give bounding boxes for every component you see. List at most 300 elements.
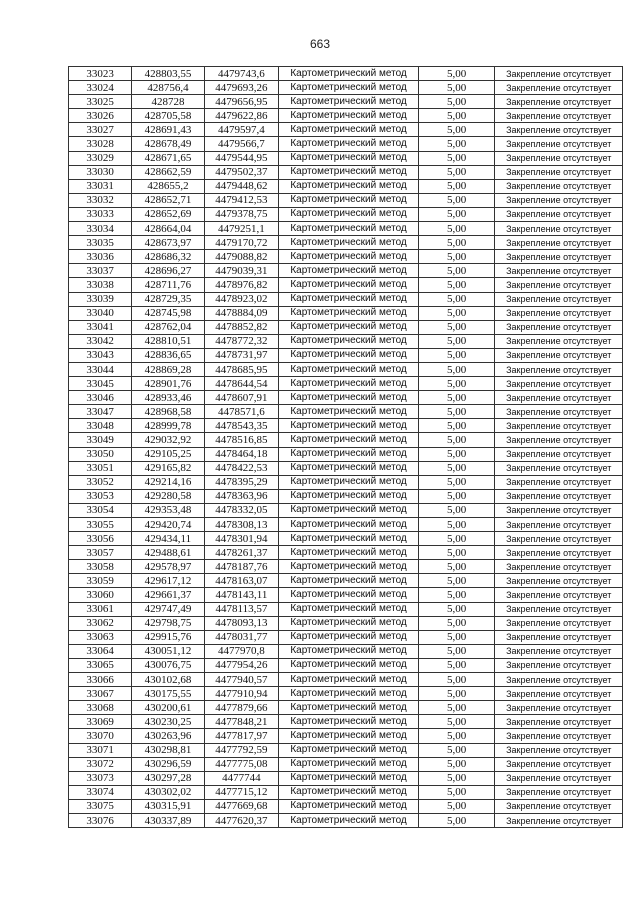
method-cell: Картометрический метод xyxy=(279,109,419,123)
table-row xyxy=(69,151,623,165)
table-row xyxy=(69,391,623,405)
table-row xyxy=(69,785,623,799)
y-coordinate-cell: 4478571,6 xyxy=(204,405,278,419)
precision-cell: 5,00 xyxy=(418,658,495,672)
point-number-cell: 33037 xyxy=(69,264,132,278)
point-number-cell: 33073 xyxy=(69,771,132,785)
x-coordinate-cell: 430230,25 xyxy=(132,715,204,729)
method-cell: Картометрический метод xyxy=(279,222,419,236)
point-number-cell: 33070 xyxy=(69,729,132,743)
method-cell: Картометрический метод xyxy=(279,123,419,137)
table-row xyxy=(69,362,623,376)
table-row xyxy=(69,419,623,433)
method-cell: Картометрический метод xyxy=(279,461,419,475)
fixing-cell: Закрепление отсутствует xyxy=(495,546,623,560)
y-coordinate-cell: 4478685,95 xyxy=(204,362,278,376)
precision-cell: 5,00 xyxy=(418,475,495,489)
precision-cell: 5,00 xyxy=(418,67,495,81)
point-number-cell: 33067 xyxy=(69,687,132,701)
point-number-cell: 33076 xyxy=(69,813,132,827)
method-cell: Картометрический метод xyxy=(279,250,419,264)
x-coordinate-cell: 429578,97 xyxy=(132,560,204,574)
y-coordinate-cell: 4478308,13 xyxy=(204,518,278,532)
method-cell: Картометрический метод xyxy=(279,236,419,250)
y-coordinate-cell: 4478923,02 xyxy=(204,292,278,306)
method-cell: Картометрический метод xyxy=(279,771,419,785)
x-coordinate-cell: 428696,27 xyxy=(132,264,204,278)
fixing-cell: Закрепление отсутствует xyxy=(495,588,623,602)
precision-cell: 5,00 xyxy=(418,701,495,715)
x-coordinate-cell: 428691,43 xyxy=(132,123,204,137)
method-cell: Картометрический метод xyxy=(279,785,419,799)
precision-cell: 5,00 xyxy=(418,673,495,687)
precision-cell: 5,00 xyxy=(418,644,495,658)
fixing-cell: Закрепление отсутствует xyxy=(495,419,623,433)
x-coordinate-cell: 428678,49 xyxy=(132,137,204,151)
point-number-cell: 33064 xyxy=(69,644,132,658)
fixing-cell: Закрепление отсутствует xyxy=(495,743,623,757)
precision-cell: 5,00 xyxy=(418,503,495,517)
y-coordinate-cell: 4478731,97 xyxy=(204,348,278,362)
x-coordinate-cell: 428999,78 xyxy=(132,419,204,433)
point-number-cell: 33075 xyxy=(69,799,132,813)
y-coordinate-cell: 4478976,82 xyxy=(204,278,278,292)
point-number-cell: 33063 xyxy=(69,630,132,644)
point-number-cell: 33032 xyxy=(69,193,132,207)
table-row xyxy=(69,236,623,250)
point-number-cell: 33047 xyxy=(69,405,132,419)
table-row xyxy=(69,602,623,616)
precision-cell: 5,00 xyxy=(418,348,495,362)
y-coordinate-cell: 4478113,57 xyxy=(204,602,278,616)
x-coordinate-cell: 430297,28 xyxy=(132,771,204,785)
x-coordinate-cell: 429105,25 xyxy=(132,447,204,461)
method-cell: Картометрический метод xyxy=(279,644,419,658)
fixing-cell: Закрепление отсутствует xyxy=(495,165,623,179)
y-coordinate-cell: 4478772,32 xyxy=(204,334,278,348)
y-coordinate-cell: 4479378,75 xyxy=(204,207,278,221)
table-row xyxy=(69,123,623,137)
x-coordinate-cell: 428662,59 xyxy=(132,165,204,179)
point-number-cell: 33061 xyxy=(69,602,132,616)
point-number-cell: 33066 xyxy=(69,673,132,687)
fixing-cell: Закрепление отсутствует xyxy=(495,193,623,207)
method-cell: Картометрический метод xyxy=(279,475,419,489)
precision-cell: 5,00 xyxy=(418,250,495,264)
table-row xyxy=(69,532,623,546)
x-coordinate-cell: 428803,55 xyxy=(132,67,204,81)
point-number-cell: 33039 xyxy=(69,292,132,306)
method-cell: Картометрический метод xyxy=(279,334,419,348)
precision-cell: 5,00 xyxy=(418,123,495,137)
method-cell: Картометрический метод xyxy=(279,503,419,517)
table-row xyxy=(69,658,623,672)
fixing-cell: Закрепление отсутствует xyxy=(495,715,623,729)
y-coordinate-cell: 4478395,29 xyxy=(204,475,278,489)
precision-cell: 5,00 xyxy=(418,95,495,109)
point-number-cell: 33034 xyxy=(69,222,132,236)
point-number-cell: 33060 xyxy=(69,588,132,602)
x-coordinate-cell: 428652,71 xyxy=(132,193,204,207)
fixing-cell: Закрепление отсутствует xyxy=(495,630,623,644)
fixing-cell: Закрепление отсутствует xyxy=(495,813,623,827)
y-coordinate-cell: 4479656,95 xyxy=(204,95,278,109)
fixing-cell: Закрепление отсутствует xyxy=(495,673,623,687)
point-number-cell: 33057 xyxy=(69,546,132,560)
y-coordinate-cell: 4478261,37 xyxy=(204,546,278,560)
fixing-cell: Закрепление отсутствует xyxy=(495,95,623,109)
fixing-cell: Закрепление отсутствует xyxy=(495,362,623,376)
table-row xyxy=(69,673,623,687)
fixing-cell: Закрепление отсутствует xyxy=(495,799,623,813)
point-number-cell: 33027 xyxy=(69,123,132,137)
y-coordinate-cell: 4479743,6 xyxy=(204,67,278,81)
y-coordinate-cell: 4477792,59 xyxy=(204,743,278,757)
x-coordinate-cell: 428869,28 xyxy=(132,362,204,376)
table-row xyxy=(69,137,623,151)
point-number-cell: 33038 xyxy=(69,278,132,292)
precision-cell: 5,00 xyxy=(418,278,495,292)
method-cell: Картометрический метод xyxy=(279,207,419,221)
y-coordinate-cell: 4478852,82 xyxy=(204,320,278,334)
method-cell: Картометрический метод xyxy=(279,405,419,419)
table-row xyxy=(69,475,623,489)
method-cell: Картометрический метод xyxy=(279,729,419,743)
point-number-cell: 33055 xyxy=(69,518,132,532)
point-number-cell: 33026 xyxy=(69,109,132,123)
precision-cell: 5,00 xyxy=(418,799,495,813)
table-row xyxy=(69,207,623,221)
fixing-cell: Закрепление отсутствует xyxy=(495,729,623,743)
table-row xyxy=(69,757,623,771)
y-coordinate-cell: 4478301,94 xyxy=(204,532,278,546)
y-coordinate-cell: 4478464,18 xyxy=(204,447,278,461)
point-number-cell: 33024 xyxy=(69,81,132,95)
y-coordinate-cell: 4479622,86 xyxy=(204,109,278,123)
y-coordinate-cell: 4477940,57 xyxy=(204,673,278,687)
table-row xyxy=(69,616,623,630)
table-row xyxy=(69,334,623,348)
x-coordinate-cell: 428664,04 xyxy=(132,222,204,236)
point-number-cell: 33053 xyxy=(69,489,132,503)
x-coordinate-cell: 428933,46 xyxy=(132,391,204,405)
fixing-cell: Закрепление отсутствует xyxy=(495,306,623,320)
fixing-cell: Закрепление отсутствует xyxy=(495,461,623,475)
coordinates-table xyxy=(68,66,623,828)
fixing-cell: Закрепление отсутствует xyxy=(495,771,623,785)
precision-cell: 5,00 xyxy=(418,137,495,151)
precision-cell: 5,00 xyxy=(418,391,495,405)
method-cell: Картометрический метод xyxy=(279,673,419,687)
table-row xyxy=(69,264,623,278)
precision-cell: 5,00 xyxy=(418,207,495,221)
precision-cell: 5,00 xyxy=(418,574,495,588)
method-cell: Картометрический метод xyxy=(279,532,419,546)
fixing-cell: Закрепление отсутствует xyxy=(495,489,623,503)
y-coordinate-cell: 4477775,08 xyxy=(204,757,278,771)
y-coordinate-cell: 4479039,31 xyxy=(204,264,278,278)
y-coordinate-cell: 4478543,35 xyxy=(204,419,278,433)
table-row xyxy=(69,278,623,292)
precision-cell: 5,00 xyxy=(418,362,495,376)
fixing-cell: Закрепление отсутствует xyxy=(495,644,623,658)
x-coordinate-cell: 428756,4 xyxy=(132,81,204,95)
precision-cell: 5,00 xyxy=(418,377,495,391)
fixing-cell: Закрепление отсутствует xyxy=(495,67,623,81)
y-coordinate-cell: 4478363,96 xyxy=(204,489,278,503)
fixing-cell: Закрепление отсутствует xyxy=(495,532,623,546)
method-cell: Картометрический метод xyxy=(279,602,419,616)
point-number-cell: 33071 xyxy=(69,743,132,757)
fixing-cell: Закрепление отсутствует xyxy=(495,518,623,532)
point-number-cell: 33069 xyxy=(69,715,132,729)
precision-cell: 5,00 xyxy=(418,729,495,743)
y-coordinate-cell: 4478607,91 xyxy=(204,391,278,405)
y-coordinate-cell: 4477848,21 xyxy=(204,715,278,729)
y-coordinate-cell: 4478422,53 xyxy=(204,461,278,475)
table-row xyxy=(69,165,623,179)
fixing-cell: Закрепление отсутствует xyxy=(495,109,623,123)
method-cell: Картометрический метод xyxy=(279,362,419,376)
fixing-cell: Закрепление отсутствует xyxy=(495,405,623,419)
y-coordinate-cell: 4479448,62 xyxy=(204,179,278,193)
method-cell: Картометрический метод xyxy=(279,377,419,391)
method-cell: Картометрический метод xyxy=(279,95,419,109)
table-row xyxy=(69,687,623,701)
table-row xyxy=(69,193,623,207)
table-row xyxy=(69,518,623,532)
point-number-cell: 33040 xyxy=(69,306,132,320)
method-cell: Картометрический метод xyxy=(279,264,419,278)
x-coordinate-cell: 428745,98 xyxy=(132,306,204,320)
y-coordinate-cell: 4478163,07 xyxy=(204,574,278,588)
method-cell: Картометрический метод xyxy=(279,588,419,602)
method-cell: Картометрический метод xyxy=(279,546,419,560)
precision-cell: 5,00 xyxy=(418,588,495,602)
y-coordinate-cell: 4478143,11 xyxy=(204,588,278,602)
precision-cell: 5,00 xyxy=(418,602,495,616)
table-row xyxy=(69,109,623,123)
x-coordinate-cell: 428673,97 xyxy=(132,236,204,250)
point-number-cell: 33044 xyxy=(69,362,132,376)
x-coordinate-cell: 429798,75 xyxy=(132,616,204,630)
method-cell: Картометрический метод xyxy=(279,292,419,306)
y-coordinate-cell: 4478884,09 xyxy=(204,306,278,320)
point-number-cell: 33030 xyxy=(69,165,132,179)
precision-cell: 5,00 xyxy=(418,687,495,701)
method-cell: Картометрический метод xyxy=(279,447,419,461)
method-cell: Картометрический метод xyxy=(279,306,419,320)
table-row xyxy=(69,546,623,560)
precision-cell: 5,00 xyxy=(418,165,495,179)
precision-cell: 5,00 xyxy=(418,461,495,475)
x-coordinate-cell: 430302,02 xyxy=(132,785,204,799)
fixing-cell: Закрепление отсутствует xyxy=(495,278,623,292)
fixing-cell: Закрепление отсутствует xyxy=(495,602,623,616)
y-coordinate-cell: 4478516,85 xyxy=(204,433,278,447)
precision-cell: 5,00 xyxy=(418,630,495,644)
method-cell: Картометрический метод xyxy=(279,757,419,771)
x-coordinate-cell: 428686,32 xyxy=(132,250,204,264)
method-cell: Картометрический метод xyxy=(279,616,419,630)
method-cell: Картометрический метод xyxy=(279,67,419,81)
table-row xyxy=(69,701,623,715)
precision-cell: 5,00 xyxy=(418,743,495,757)
method-cell: Картометрический метод xyxy=(279,560,419,574)
precision-cell: 5,00 xyxy=(418,560,495,574)
method-cell: Картометрический метод xyxy=(279,165,419,179)
point-number-cell: 33052 xyxy=(69,475,132,489)
table-row xyxy=(69,306,623,320)
x-coordinate-cell: 430337,89 xyxy=(132,813,204,827)
point-number-cell: 33025 xyxy=(69,95,132,109)
x-coordinate-cell: 428762,04 xyxy=(132,320,204,334)
precision-cell: 5,00 xyxy=(418,419,495,433)
fixing-cell: Закрепление отсутствует xyxy=(495,179,623,193)
precision-cell: 5,00 xyxy=(418,81,495,95)
point-number-cell: 33049 xyxy=(69,433,132,447)
fixing-cell: Закрепление отсутствует xyxy=(495,236,623,250)
fixing-cell: Закрепление отсутствует xyxy=(495,123,623,137)
y-coordinate-cell: 4477954,26 xyxy=(204,658,278,672)
y-coordinate-cell: 4479502,37 xyxy=(204,165,278,179)
method-cell: Картометрический метод xyxy=(279,518,419,532)
fixing-cell: Закрепление отсутствует xyxy=(495,137,623,151)
method-cell: Картометрический метод xyxy=(279,320,419,334)
precision-cell: 5,00 xyxy=(418,405,495,419)
point-number-cell: 33028 xyxy=(69,137,132,151)
fixing-cell: Закрепление отсутствует xyxy=(495,222,623,236)
point-number-cell: 33031 xyxy=(69,179,132,193)
point-number-cell: 33033 xyxy=(69,207,132,221)
fixing-cell: Закрепление отсутствует xyxy=(495,207,623,221)
table-row xyxy=(69,461,623,475)
x-coordinate-cell: 429661,37 xyxy=(132,588,204,602)
table-row xyxy=(69,433,623,447)
precision-cell: 5,00 xyxy=(418,546,495,560)
fixing-cell: Закрепление отсутствует xyxy=(495,250,623,264)
precision-cell: 5,00 xyxy=(418,518,495,532)
precision-cell: 5,00 xyxy=(418,447,495,461)
precision-cell: 5,00 xyxy=(418,109,495,123)
table-row xyxy=(69,813,623,827)
x-coordinate-cell: 428836,65 xyxy=(132,348,204,362)
table-row xyxy=(69,560,623,574)
fixing-cell: Закрепление отсутствует xyxy=(495,334,623,348)
x-coordinate-cell: 428729,35 xyxy=(132,292,204,306)
point-number-cell: 33023 xyxy=(69,67,132,81)
fixing-cell: Закрепление отсутствует xyxy=(495,377,623,391)
method-cell: Картометрический метод xyxy=(279,687,419,701)
precision-cell: 5,00 xyxy=(418,616,495,630)
precision-cell: 5,00 xyxy=(418,222,495,236)
x-coordinate-cell: 429488,61 xyxy=(132,546,204,560)
fixing-cell: Закрепление отсутствует xyxy=(495,348,623,362)
fixing-cell: Закрепление отсутствует xyxy=(495,81,623,95)
x-coordinate-cell: 429617,12 xyxy=(132,574,204,588)
y-coordinate-cell: 4477620,37 xyxy=(204,813,278,827)
method-cell: Картометрический метод xyxy=(279,433,419,447)
precision-cell: 5,00 xyxy=(418,489,495,503)
point-number-cell: 33072 xyxy=(69,757,132,771)
table-row xyxy=(69,95,623,109)
precision-cell: 5,00 xyxy=(418,264,495,278)
point-number-cell: 33056 xyxy=(69,532,132,546)
table-row xyxy=(69,179,623,193)
table-row xyxy=(69,771,623,785)
precision-cell: 5,00 xyxy=(418,771,495,785)
precision-cell: 5,00 xyxy=(418,179,495,193)
point-number-cell: 33058 xyxy=(69,560,132,574)
method-cell: Картометрический метод xyxy=(279,419,419,433)
precision-cell: 5,00 xyxy=(418,151,495,165)
point-number-cell: 33068 xyxy=(69,701,132,715)
fixing-cell: Закрепление отсутствует xyxy=(495,560,623,574)
fixing-cell: Закрепление отсутствует xyxy=(495,701,623,715)
y-coordinate-cell: 4478644,54 xyxy=(204,377,278,391)
table-row xyxy=(69,743,623,757)
table-row xyxy=(69,574,623,588)
x-coordinate-cell: 430200,61 xyxy=(132,701,204,715)
table-row xyxy=(69,292,623,306)
point-number-cell: 33029 xyxy=(69,151,132,165)
method-cell: Картометрический метод xyxy=(279,715,419,729)
method-cell: Картометрический метод xyxy=(279,391,419,405)
x-coordinate-cell: 428728 xyxy=(132,95,204,109)
x-coordinate-cell: 428652,69 xyxy=(132,207,204,221)
fixing-cell: Закрепление отсутствует xyxy=(495,391,623,405)
point-number-cell: 33062 xyxy=(69,616,132,630)
method-cell: Картометрический метод xyxy=(279,630,419,644)
point-number-cell: 33074 xyxy=(69,785,132,799)
y-coordinate-cell: 4477910,94 xyxy=(204,687,278,701)
table-row xyxy=(69,348,623,362)
precision-cell: 5,00 xyxy=(418,715,495,729)
method-cell: Картометрический метод xyxy=(279,658,419,672)
point-number-cell: 33045 xyxy=(69,377,132,391)
fixing-cell: Закрепление отсутствует xyxy=(495,447,623,461)
x-coordinate-cell: 428901,76 xyxy=(132,377,204,391)
x-coordinate-cell: 430296,59 xyxy=(132,757,204,771)
x-coordinate-cell: 429165,82 xyxy=(132,461,204,475)
point-number-cell: 33059 xyxy=(69,574,132,588)
fixing-cell: Закрепление отсутствует xyxy=(495,151,623,165)
precision-cell: 5,00 xyxy=(418,320,495,334)
x-coordinate-cell: 429434,11 xyxy=(132,532,204,546)
point-number-cell: 33043 xyxy=(69,348,132,362)
x-coordinate-cell: 429353,48 xyxy=(132,503,204,517)
x-coordinate-cell: 430263,96 xyxy=(132,729,204,743)
table-row xyxy=(69,799,623,813)
x-coordinate-cell: 429420,74 xyxy=(132,518,204,532)
x-coordinate-cell: 429214,16 xyxy=(132,475,204,489)
table-row xyxy=(69,503,623,517)
method-cell: Картометрический метод xyxy=(279,81,419,95)
x-coordinate-cell: 429032,92 xyxy=(132,433,204,447)
fixing-cell: Закрепление отсутствует xyxy=(495,264,623,278)
table-row xyxy=(69,250,623,264)
method-cell: Картометрический метод xyxy=(279,278,419,292)
method-cell: Картометрический метод xyxy=(279,348,419,362)
y-coordinate-cell: 4477879,66 xyxy=(204,701,278,715)
precision-cell: 5,00 xyxy=(418,813,495,827)
table-row xyxy=(69,320,623,334)
point-number-cell: 33036 xyxy=(69,250,132,264)
method-cell: Картометрический метод xyxy=(279,574,419,588)
y-coordinate-cell: 4479566,7 xyxy=(204,137,278,151)
precision-cell: 5,00 xyxy=(418,193,495,207)
table-row xyxy=(69,644,623,658)
